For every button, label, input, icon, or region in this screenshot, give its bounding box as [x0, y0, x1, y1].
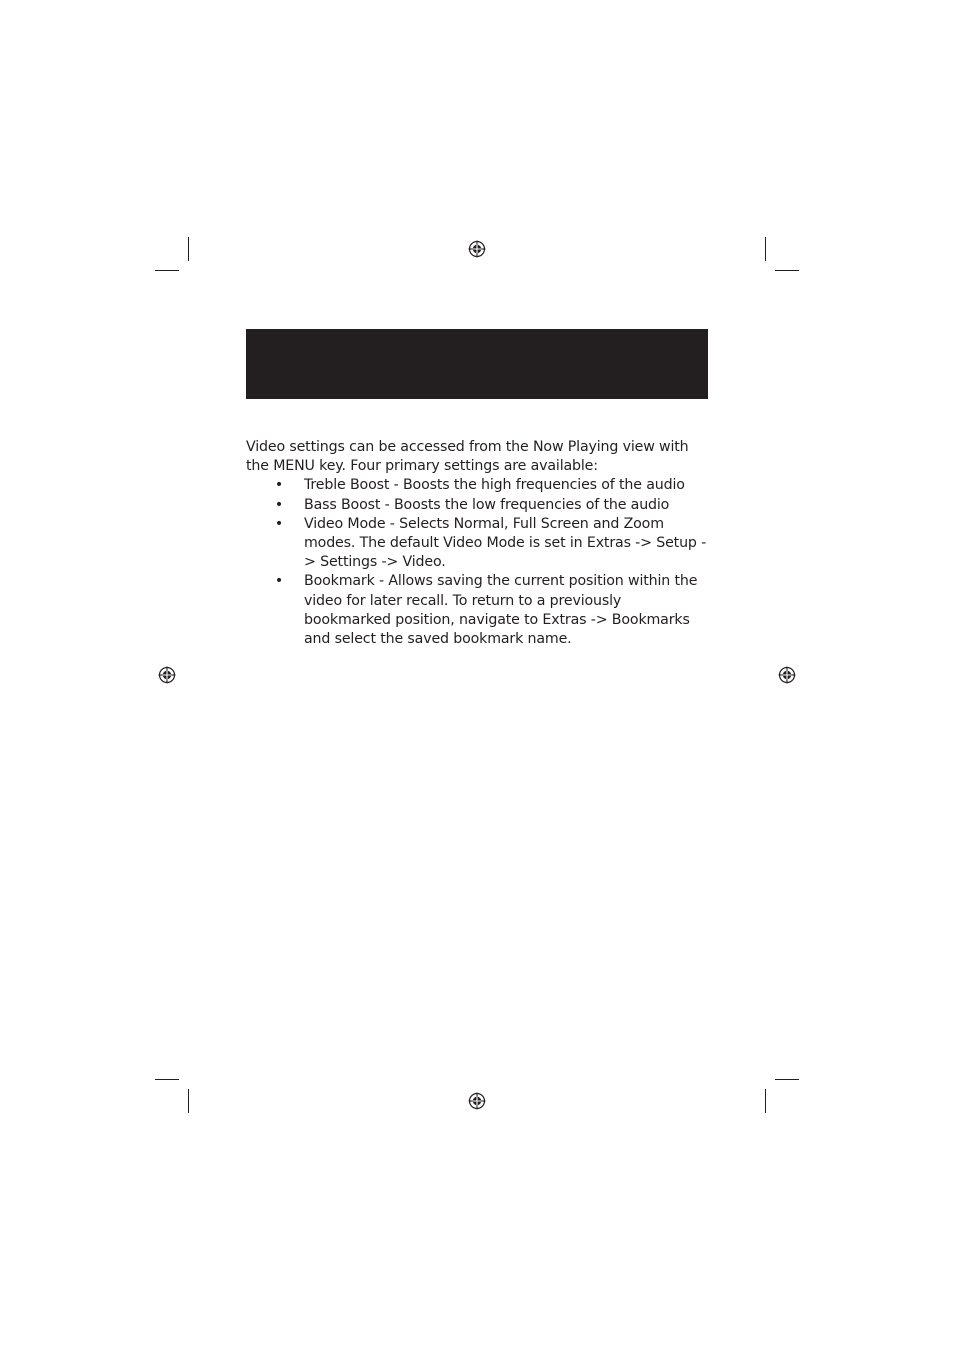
list-item-text: Treble Boost - Boosts the high frequencies of the audio [304, 477, 685, 494]
crop-mark-bottom-right-horizontal [775, 1079, 799, 1080]
list-item-text: Bass Boost - Boosts the low frequencies of the audio [304, 496, 670, 513]
list-item-bass-boost [246, 496, 712, 515]
crop-mark-top-right-vertical [765, 237, 766, 261]
body-content [246, 438, 712, 649]
registration-mark-left-icon [158, 666, 176, 684]
bullet-icon: • [274, 477, 284, 494]
crop-mark-top-left-horizontal [155, 270, 179, 271]
crop-mark-bottom-left-horizontal [155, 1079, 179, 1080]
crop-mark-top-left-vertical [188, 237, 189, 261]
list-item-video-mode [246, 515, 712, 573]
bullet-icon: • [274, 573, 284, 590]
registration-mark-right-icon [778, 666, 796, 684]
section-header-bar [246, 329, 708, 399]
list-item-treble-boost [246, 476, 712, 495]
bullet-icon: • [274, 515, 284, 532]
crop-mark-bottom-left-vertical [188, 1089, 189, 1113]
settings-list [246, 476, 712, 649]
list-item-bookmark [246, 572, 712, 649]
bullet-icon: • [274, 496, 284, 513]
intro-paragraph: Video settings can be accessed from the Now Playing view with the MENU key. Four primary settings are available: [246, 439, 689, 475]
registration-mark-top-icon [468, 240, 486, 258]
crop-mark-bottom-right-vertical [765, 1089, 766, 1113]
list-item-text: Video Mode - Selects Normal, Full Screen and Zoom modes. The default Video Mode is set in Extras -> Setup -> Settings -> Video. [304, 515, 707, 571]
registration-mark-bottom-icon [468, 1092, 486, 1110]
crop-mark-top-right-horizontal [775, 270, 799, 271]
list-item-text: Bookmark - Allows saving the current position within the video for later recall. To return to a previously bookmarked position, navigate to Extras -> Bookmarks and select the saved bookmark name. [304, 573, 698, 648]
